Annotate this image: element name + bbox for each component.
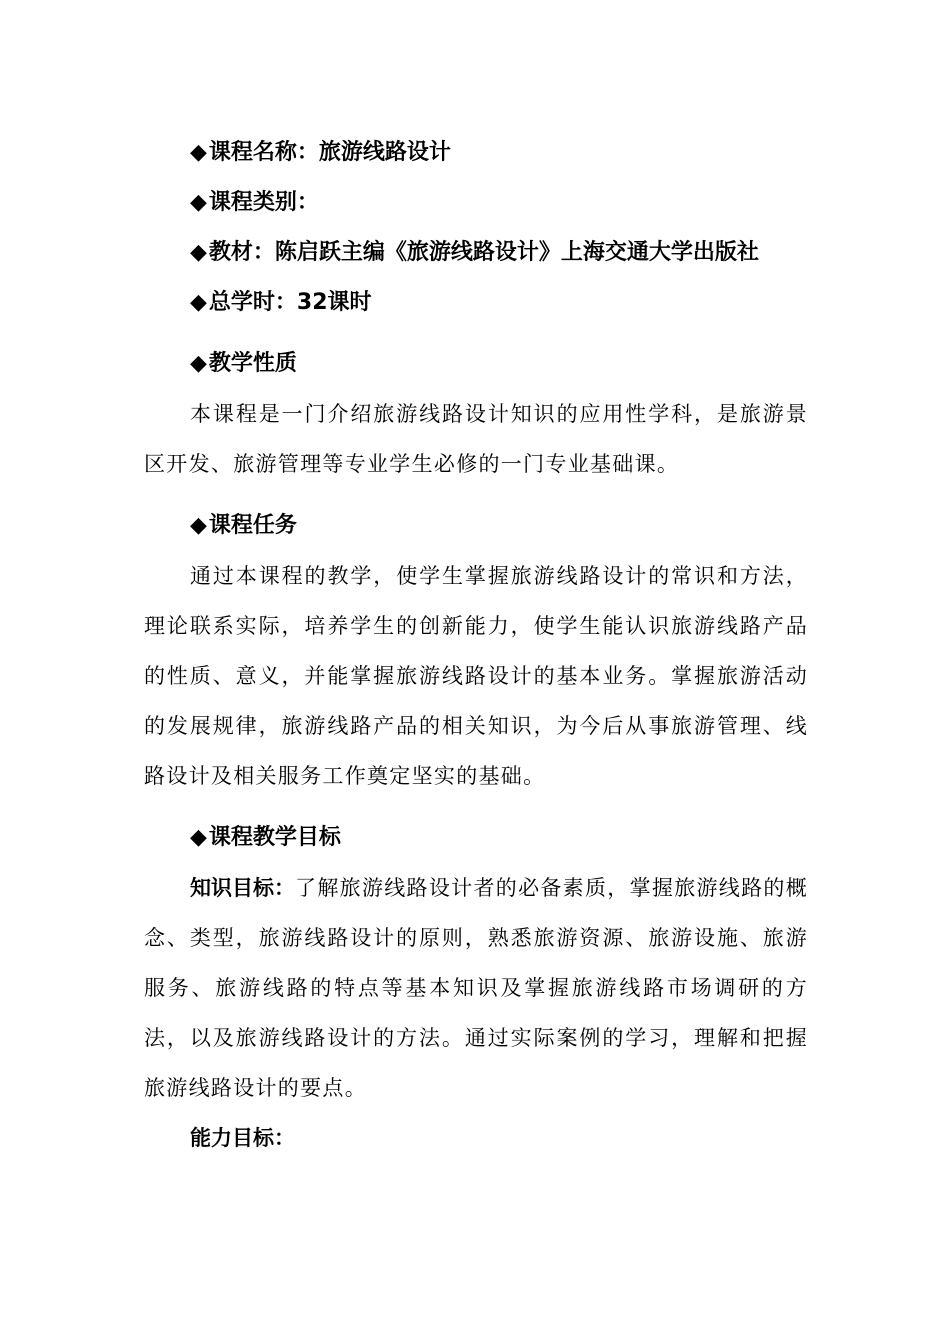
diamond-bullet-icon: ◆ bbox=[190, 190, 207, 215]
goals-heading-text: 课程教学目标 bbox=[208, 825, 341, 850]
task-paragraph: 通过本课程的教学，使学生掌握旅游线路设计的常识和方法，理论联系实际，培养学生的创新能力，使学生能认识旅游线路产品的性质、意义，并能掌握旅游线路设计的基本业务。掌握旅游活动的发展规律，旅游线路产品的相关知识，为今后从事旅游管理、线路设计及相关服务工作奠定坚实的基础。 bbox=[144, 564, 808, 788]
nature-paragraph: 本课程是一门介绍旅游线路设计知识的应用性学科，是旅游景区开发、旅游管理等专业学生必修的一门专业基础课。 bbox=[144, 402, 808, 476]
nature-heading bbox=[144, 339, 808, 389]
total-hours-heading bbox=[144, 278, 808, 328]
diamond-bullet-icon: ◆ bbox=[190, 140, 207, 165]
document-body bbox=[144, 128, 808, 1163]
knowledge-goal-text: 了解旅游线路设计者的必备素质，掌握旅游线路的概念、类型，旅游线路设计的原则，熟悉旅游资源、旅游设施、旅游服务、旅游线路的特点等基本知识及掌握旅游线路市场调研的方法，以及旅游线路设计的方法。通过实际案例的学习，理解和把握旅游线路设计的要点。 bbox=[144, 876, 809, 1100]
goals-heading bbox=[144, 813, 808, 863]
ability-goal-paragraph bbox=[144, 1113, 808, 1163]
textbook-heading bbox=[144, 228, 808, 278]
diamond-bullet-icon: ◆ bbox=[190, 290, 207, 315]
diamond-bullet-icon: ◆ bbox=[190, 240, 207, 265]
course-name-heading bbox=[144, 128, 808, 178]
ability-goal-label: 能力目标： bbox=[190, 1126, 295, 1150]
task-heading bbox=[144, 501, 808, 551]
diamond-bullet-icon: ◆ bbox=[190, 825, 207, 850]
diamond-bullet-icon: ◆ bbox=[190, 351, 207, 376]
nature-heading-text: 教学性质 bbox=[208, 351, 297, 376]
task-heading-text: 课程任务 bbox=[208, 513, 297, 538]
knowledge-goal-label: 知识目标： bbox=[190, 876, 296, 900]
textbook-text: 教材：陈启跃主编《旅游线路设计》上海交通大学出版社 bbox=[208, 240, 759, 265]
course-category-text: 课程类别： bbox=[208, 190, 319, 215]
diamond-bullet-icon: ◆ bbox=[190, 513, 207, 538]
course-name-text: 课程名称：旅游线路设计 bbox=[208, 140, 451, 165]
course-category-heading bbox=[144, 178, 808, 228]
knowledge-goal-paragraph bbox=[144, 863, 808, 1113]
total-hours-text: 总学时：32课时 bbox=[208, 290, 372, 315]
